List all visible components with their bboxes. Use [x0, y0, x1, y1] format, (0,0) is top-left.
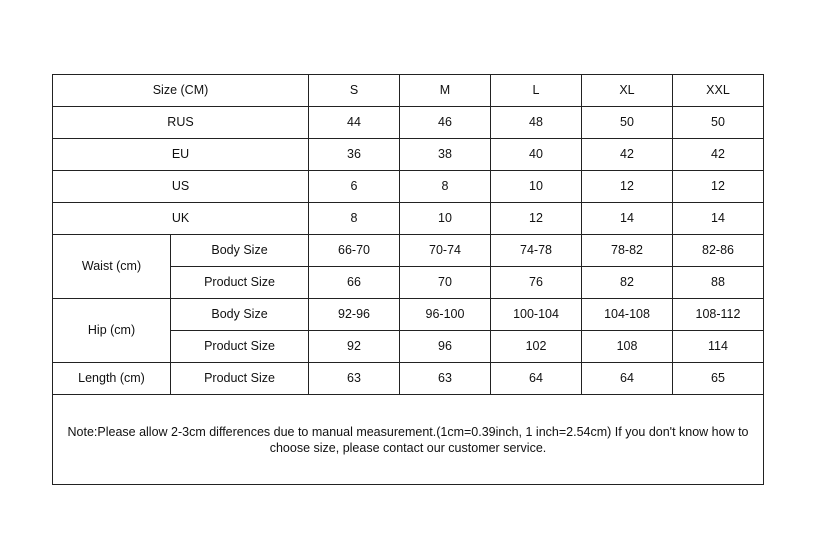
uk-value: 14: [582, 203, 673, 235]
waist-product-value: 66: [309, 267, 400, 299]
header-row: [53, 75, 764, 107]
waist-body-value: 78-82: [582, 235, 673, 267]
waist-body-value: 82-86: [673, 235, 764, 267]
waist-body-value: 66-70: [309, 235, 400, 267]
hip-body-row: [53, 299, 764, 331]
length-product-value: 65: [673, 363, 764, 395]
rus-value: 50: [582, 107, 673, 139]
eu-value: 38: [400, 139, 491, 171]
header-label: Size (CM): [53, 75, 309, 107]
hip-product-value: 102: [491, 331, 582, 363]
hip-product-value: 96: [400, 331, 491, 363]
hip-body-label: Body Size: [171, 299, 309, 331]
eu-value: 40: [491, 139, 582, 171]
length-product-value: 63: [309, 363, 400, 395]
waist-body-value: 74-78: [491, 235, 582, 267]
size-header-m: M: [400, 75, 491, 107]
eu-label: EU: [53, 139, 309, 171]
waist-product-value: 82: [582, 267, 673, 299]
waist-body-label: Body Size: [171, 235, 309, 267]
hip-body-value: 96-100: [400, 299, 491, 331]
us-value: 12: [673, 171, 764, 203]
rus-label: RUS: [53, 107, 309, 139]
uk-value: 10: [400, 203, 491, 235]
us-value: 8: [400, 171, 491, 203]
us-value: 12: [582, 171, 673, 203]
rus-value: 46: [400, 107, 491, 139]
us-value: 10: [491, 171, 582, 203]
waist-product-label: Product Size: [171, 267, 309, 299]
length-product-row: [53, 363, 764, 395]
size-chart-table: [52, 74, 764, 485]
size-chart: [52, 74, 764, 485]
length-product-label: Product Size: [171, 363, 309, 395]
eu-row: [53, 139, 764, 171]
uk-value: 8: [309, 203, 400, 235]
waist-product-value: 88: [673, 267, 764, 299]
rus-value: 48: [491, 107, 582, 139]
size-header-s: S: [309, 75, 400, 107]
uk-label: UK: [53, 203, 309, 235]
hip-body-value: 108-112: [673, 299, 764, 331]
us-row: [53, 171, 764, 203]
us-value: 6: [309, 171, 400, 203]
hip-body-value: 104-108: [582, 299, 673, 331]
waist-body-row: [53, 235, 764, 267]
length-product-value: 64: [491, 363, 582, 395]
eu-value: 42: [582, 139, 673, 171]
hip-product-label: Product Size: [171, 331, 309, 363]
eu-value: 42: [673, 139, 764, 171]
uk-value: 12: [491, 203, 582, 235]
us-label: US: [53, 171, 309, 203]
size-header-xxl: XXL: [673, 75, 764, 107]
note-row: [53, 395, 764, 485]
length-product-value: 64: [582, 363, 673, 395]
waist-product-value: 76: [491, 267, 582, 299]
rus-value: 44: [309, 107, 400, 139]
uk-row: [53, 203, 764, 235]
hip-product-value: 114: [673, 331, 764, 363]
hip-body-value: 100-104: [491, 299, 582, 331]
waist-body-value: 70-74: [400, 235, 491, 267]
length-product-value: 63: [400, 363, 491, 395]
rus-value: 50: [673, 107, 764, 139]
waist-label: Waist (cm): [53, 235, 171, 299]
waist-product-value: 70: [400, 267, 491, 299]
hip-product-value: 92: [309, 331, 400, 363]
eu-value: 36: [309, 139, 400, 171]
hip-body-value: 92-96: [309, 299, 400, 331]
length-label: Length (cm): [53, 363, 171, 395]
note-text: Note:Please allow 2-3cm differences due to manual measurement.(1cm=0.39inch, 1 inch=2.54cm) If you don't know how to choose size, please contact our customer service.: [53, 395, 764, 485]
size-header-l: L: [491, 75, 582, 107]
size-header-xl: XL: [582, 75, 673, 107]
hip-label: Hip (cm): [53, 299, 171, 363]
rus-row: [53, 107, 764, 139]
hip-product-value: 108: [582, 331, 673, 363]
uk-value: 14: [673, 203, 764, 235]
